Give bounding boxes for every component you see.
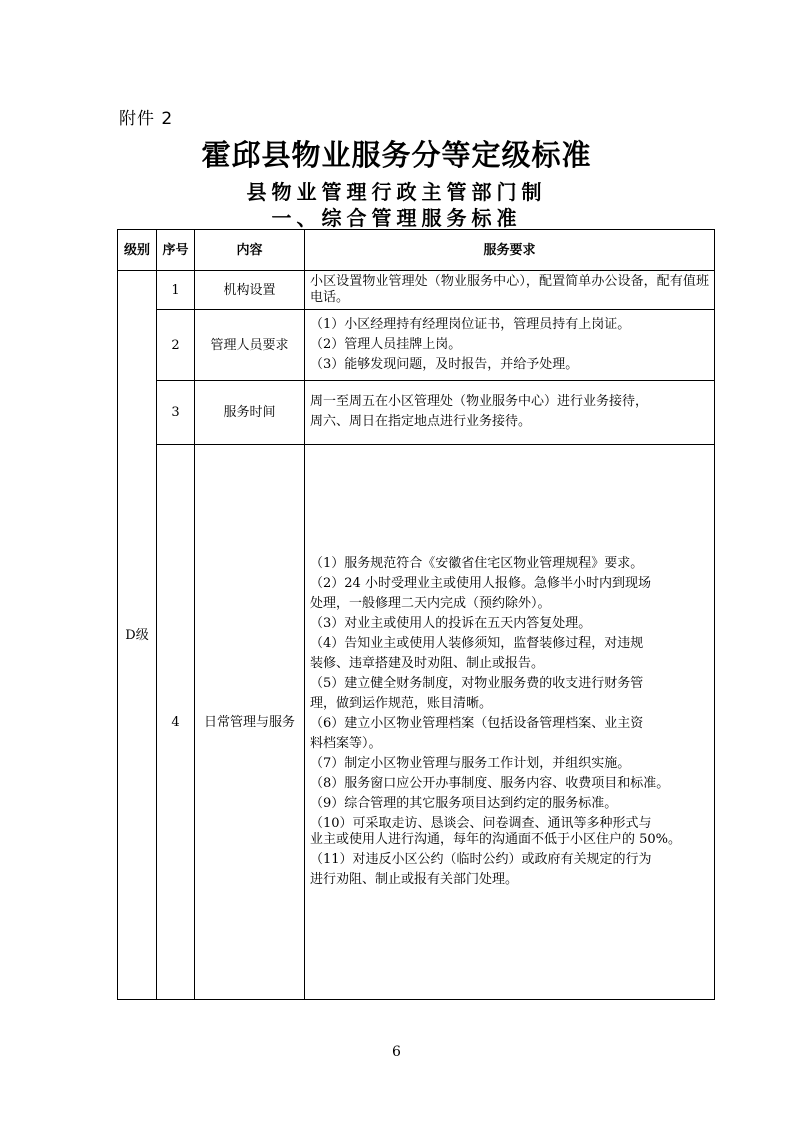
requirement-line: （7）制定小区物业管理与服务工作计划，并组织实施。 [310,755,631,771]
attachment-label: 附件 2 [119,109,174,129]
seq-cell: 1 [157,271,195,310]
requirement-line: （10）可采取走访、恳谈会、问卷调查、通讯等多种形式与 [310,815,652,831]
requirement-line: 处理，一般修理二天内完成（预约除外）。 [310,595,551,611]
header-requirements: 服务要求 [305,230,715,271]
requirement-line: 业主或使用人进行沟通，每年的沟通面不低于小区住户的 50%。 [310,831,682,847]
table-row [118,310,715,381]
requirement-line: 装修、违章搭建及时劝阻、制止或报告。 [310,655,545,671]
requirements-cell [305,271,715,310]
page-number: 6 [392,1044,401,1060]
requirement-line: 进行劝阻、制止或报有关部门处理。 [310,871,519,887]
table-row [118,271,715,310]
requirement-line: （2）管理人员挂牌上岗。 [310,336,462,352]
requirements-cell [305,310,715,381]
table-header-row [118,230,715,271]
requirement-line: 周一至周五在小区管理处（物业服务中心）进行业务接待， [310,394,649,409]
requirement-line: （9）综合管理的其它服务项目达到约定的服务标准。 [310,795,618,811]
seq-cell: 2 [157,310,195,381]
header-content: 内容 [195,230,305,271]
requirement-line: 小区设置物业管理处（物业服务中心），配置简单办公设备，配有值班电话。 [310,273,709,305]
item-cell: 服务时间 [195,381,305,445]
seq-cell: 3 [157,381,195,445]
requirement-line: （11）对违反小区公约（临时公约）或政府有关规定的行为 [310,851,652,867]
document-subtitle: 县物业管理行政主管部门制 [246,180,547,204]
requirement-line: （3）对业主或使用人的投诉在五天内答复处理。 [310,615,592,631]
requirement-line: 周六、周日在指定地点进行业务接待。 [310,414,532,429]
requirement-line: （4）告知业主或使用人装修须知，监督装修过程，对违规 [310,635,644,651]
header-level: 级别 [118,230,157,271]
table-row [118,381,715,445]
requirement-line: （1）服务规范符合《安徽省住宅区物业管理规程》要求。 [310,555,644,571]
header-seq: 序号 [157,230,195,271]
item-cell: 机构设置 [195,271,305,310]
requirement-line: （5）建立健全财务制度，对物业服务费的收支进行财务管 [310,675,644,691]
requirement-line: （3）能够发现问题，及时报告，并给予处理。 [310,356,579,372]
service-standard-table [117,229,715,1000]
requirements-cell [305,445,715,1000]
section-title: 一、综合管理服务标准 [271,206,522,230]
seq-cell: 4 [157,445,195,1000]
requirement-line: （2）24 小时受理业主或使用人报修。急修半小时内到现场 [310,575,651,591]
document-title: 霍邱县物业服务分等定级标准 [201,138,592,172]
item-cell: 日常管理与服务 [195,445,305,1000]
requirement-line: （1）小区经理持有经理岗位证书，管理员持有上岗证。 [310,316,631,332]
requirement-line: （6）建立小区物业管理档案（包括设备管理档案、业主资 [310,715,644,731]
requirement-line: 理，做到运作规范，账目清晰。 [310,695,493,711]
requirements-cell [305,381,715,445]
item-cell: 管理人员要求 [195,310,305,381]
requirement-line: 料档案等）。 [310,735,382,751]
level-cell: D级 [118,271,157,1000]
table-row [118,445,715,1000]
requirement-line: （8）服务窗口应公开办事制度、服务内容、收费项目和标准。 [310,775,670,791]
